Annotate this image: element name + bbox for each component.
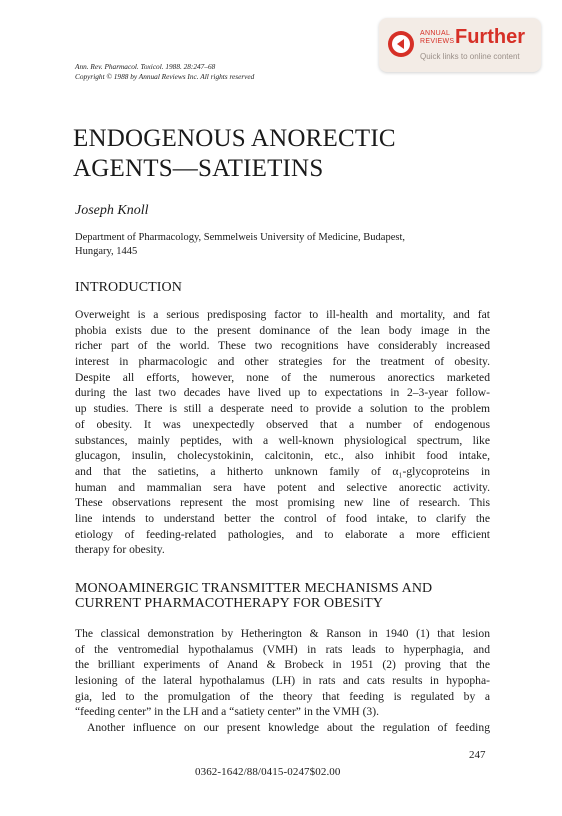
annual-reviews-further-banner[interactable] <box>379 18 541 72</box>
text-line: richer part of the world. These two recognitions have considerably increased <box>75 339 490 353</box>
text-line: The classical demonstration by Hetherington & Ranson in 1940 (1) that lesion <box>75 627 490 640</box>
text-line: therapy for obesity. <box>75 543 165 557</box>
brand-line2: REVIEWS <box>420 38 455 45</box>
author-name: Joseph Knoll <box>75 203 149 218</box>
text-line: the brilliant experiments of Anand & Brobeck in 1951 (2) proving that the <box>75 658 490 672</box>
text-line: of the ventromedial hypothalamus (VMH) in rats leads to hyperphagia, and <box>75 642 490 656</box>
text-line: These observations represent the most promising new line of research. This <box>75 496 490 510</box>
issn-code: 0362-1642/88/0415-0247$02.00 <box>195 766 341 778</box>
title-line2: AGENTS—SATIETINS <box>73 155 324 182</box>
text-line: line intends to understand better the control of food intake, to clarify the <box>75 511 490 525</box>
affiliation-line2: Hungary, 1445 <box>75 246 138 257</box>
heading-line: MONOAMINERGIC TRANSMITTER MECHANISMS AND <box>75 581 433 596</box>
affiliation-line1: Department of Pharmacology, Semmelweis University of Medicine, Budapest, <box>75 232 405 243</box>
text-line: lesioning of the lateral hypothalamus (LH) in rats and cats results in hypopha- <box>75 674 490 688</box>
text-line: Despite all efforts, however, none of the numerous anorectics marketed <box>75 370 490 384</box>
author-affiliation <box>75 231 495 259</box>
text-line: Overweight is a serious predisposing factor to ill-health and mortality, and fat <box>75 308 490 321</box>
text-line: gia, led to the promulgation of the theory that feeding is regulated by a <box>75 689 490 703</box>
text-line: of obesity. It was unexpectedly observed that a number of endogenous <box>75 417 490 431</box>
text-line: Another influence on our present knowledge about the regulation of feeding <box>87 721 490 735</box>
text-line: etiology of feeding-related pathologies, and to elaborate a more efficient <box>75 527 490 541</box>
monoaminergic-paragraph <box>75 626 490 736</box>
further-title: Further <box>455 26 525 48</box>
citation-line2: Copyright © 1988 by Annual Reviews Inc. All rights reserved <box>75 72 255 81</box>
annual-reviews-logo-text <box>420 30 454 46</box>
brand-line1: ANNUAL <box>420 30 451 37</box>
text-line: phobia exists due to the present dominance of the lean body image in the <box>75 323 490 337</box>
introduction-paragraph <box>75 307 490 558</box>
section-heading-monoaminergic <box>75 581 432 611</box>
section-heading-introduction <box>75 280 182 295</box>
text-line: interest in pharmacologic and other strategies for the treatment of obesity. <box>75 355 490 369</box>
article-title <box>73 124 396 184</box>
text-line: glucagon, insulin, cholecystokinin, calcitonin, etc., also inhibit food intake, <box>75 449 490 463</box>
text-line: and that the satietins, a hitherto unknown family of α₁-glycoproteins in <box>75 464 490 478</box>
text-line: “feeding center” in the LH and a “satiety center” in the VMH (3). <box>75 705 379 719</box>
text-line: during the last two decades have lived up to expectations in 2–3-year follow- <box>75 386 490 400</box>
further-tagline: Quick links to online content <box>420 52 520 61</box>
citation <box>75 62 254 82</box>
page-number: 247 <box>469 749 486 761</box>
text-line: up studies. There is still a desperate need to provide a solution to the problem <box>75 402 490 416</box>
title-line1: ENDOGENOUS ANORECTIC <box>73 125 396 152</box>
citation-line1: Ann. Rev. Pharmacol. Toxicol. 1988. 28:247–68 <box>75 62 216 71</box>
heading-line: INTRODUCTION <box>75 280 182 295</box>
text-line: substances, mainly peptides, with a well-known physiological spectrum, like <box>75 433 490 447</box>
heading-line: CURRENT PHARMACOTHERAPY FOR OBESiTY <box>75 596 384 611</box>
play-arrow-icon <box>388 31 414 57</box>
text-line: human and mammalian sera have potent and selective anorectic activity. <box>75 480 490 494</box>
